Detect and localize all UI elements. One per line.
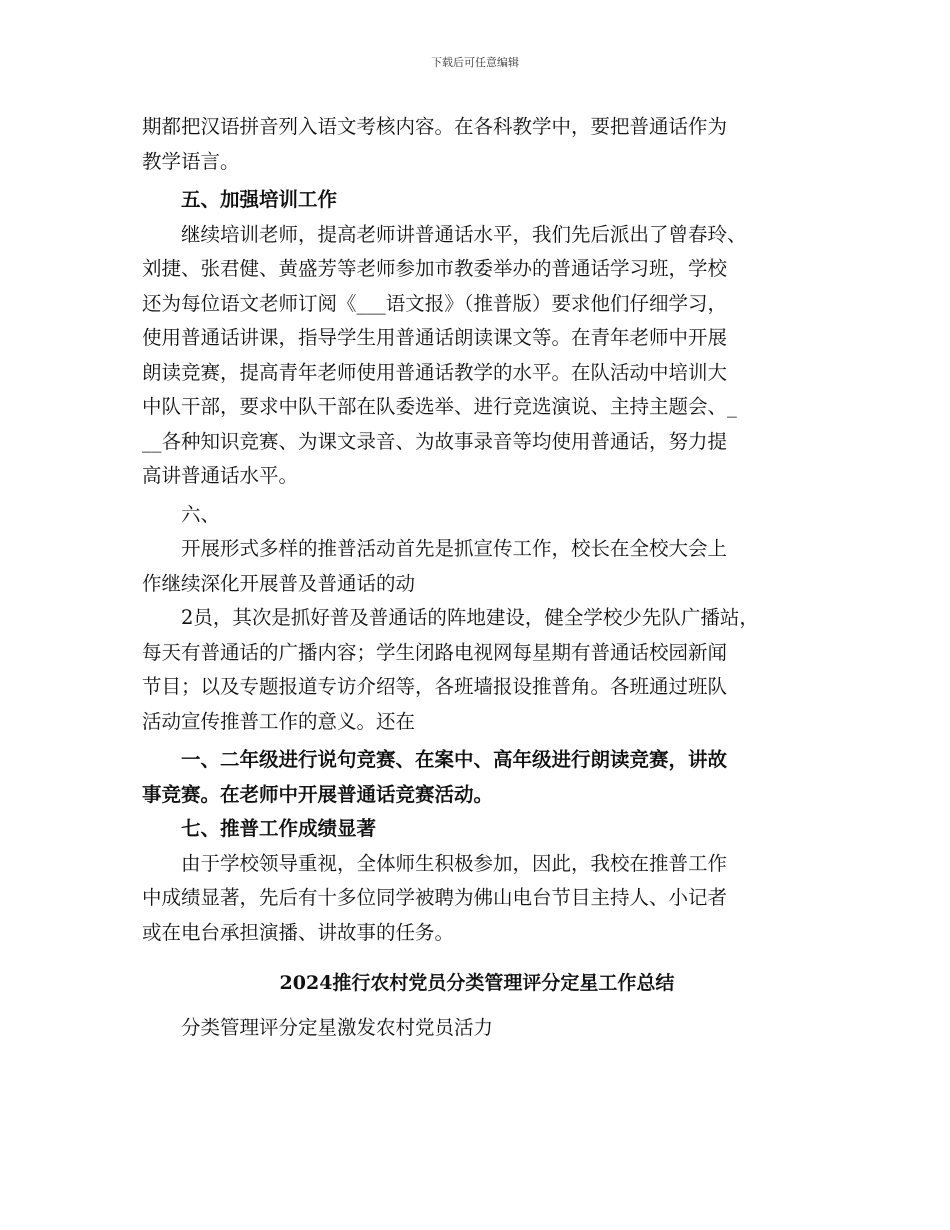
text-line: 使用普通话讲课，指导学生用普通话朗读课文等。在青年老师中开展 <box>142 326 728 349</box>
paragraph-3 <box>142 532 812 601</box>
text-line: 分类管理评分定星激发农村党员活力 <box>181 1015 494 1039</box>
text-line: 作继续深化开展普及普通话的动 <box>142 571 416 595</box>
paragraph-7 <box>142 1011 812 1046</box>
text-line: 刘捷、张君健、黄盛芳等老师参加市教委举办的普通话学习班，学校 <box>142 257 728 280</box>
page-header: 下载后可任意编辑 <box>431 56 519 69</box>
text-line: 继续培训老师，提高老师讲普通话水平，我们先后派出了曾春玲、 <box>181 222 747 246</box>
paragraph-2 <box>142 218 812 494</box>
text-line: 事竞赛。在老师中开展普通话竞赛活动。 <box>142 782 494 806</box>
text-line: 期都把汉语拼音列入语文考核内容。在各科教学中，要把普通话作为 <box>142 115 728 138</box>
text-line: 节目；以及专题报道专访介绍等，各班墙报设推普角。各班通过班队 <box>142 675 728 698</box>
section-heading-6: 六、 <box>181 502 221 526</box>
text-line: 活动宣传推普工作的意义。还在 <box>142 709 416 733</box>
text-line: 教学语言。 <box>142 149 240 173</box>
text-line: 中队干部，要求中队干部在队委选举、进行竞选演说、主持主题会、_ <box>142 395 737 418</box>
text-line: 每天有普通话的广播内容；学生闭路电视网每星期有普通话校园新闻 <box>142 640 728 664</box>
section-heading-7: 七、推普工作成绩显著 <box>181 817 377 840</box>
text-line: 开展形式多样的推普活动首先是抓宣传工作，校长在全校大会上 <box>181 537 728 560</box>
section-heading-5: 五、加强培训工作 <box>181 188 338 211</box>
text-line: 中成绩显著，先后有十多位同学被聘为佛山电台节目主持人、小记者 <box>142 886 728 909</box>
paragraph-5-bold <box>142 743 812 812</box>
text-line: 高讲普通话水平。 <box>142 464 299 487</box>
document-body <box>142 110 812 1045</box>
paragraph-6 <box>142 847 812 951</box>
text-line: 或在电台承担演播、讲故事的任务。 <box>142 920 455 944</box>
paragraph-4 <box>142 601 812 739</box>
text-line: 朗读竞赛，提高青年老师使用普通话教学的水平。在队活动中培训大 <box>142 360 728 384</box>
text-line: 一、二年级进行说句竞赛、在案中、高年级进行朗读竞赛，讲故 <box>181 748 728 771</box>
text-line: 由于学校领导重视，全体师生积极参加，因此，我校在推普工作 <box>181 851 728 875</box>
text-line: 还为每位语文老师订阅《___语文报》（推普版）要求他们仔细学习， <box>142 291 728 315</box>
text-line: __各种知识竞赛、为课文录音、为故事录音等均使用普通话，努力提 <box>142 429 728 453</box>
paragraph-1 <box>142 110 812 179</box>
text-line: 2员，其次是抓好普及普通话的阵地建设，健全学校少先队广播站， <box>181 606 759 629</box>
document-title: 2024推行农村党员分类管理评分定星工作总结 <box>279 972 675 994</box>
